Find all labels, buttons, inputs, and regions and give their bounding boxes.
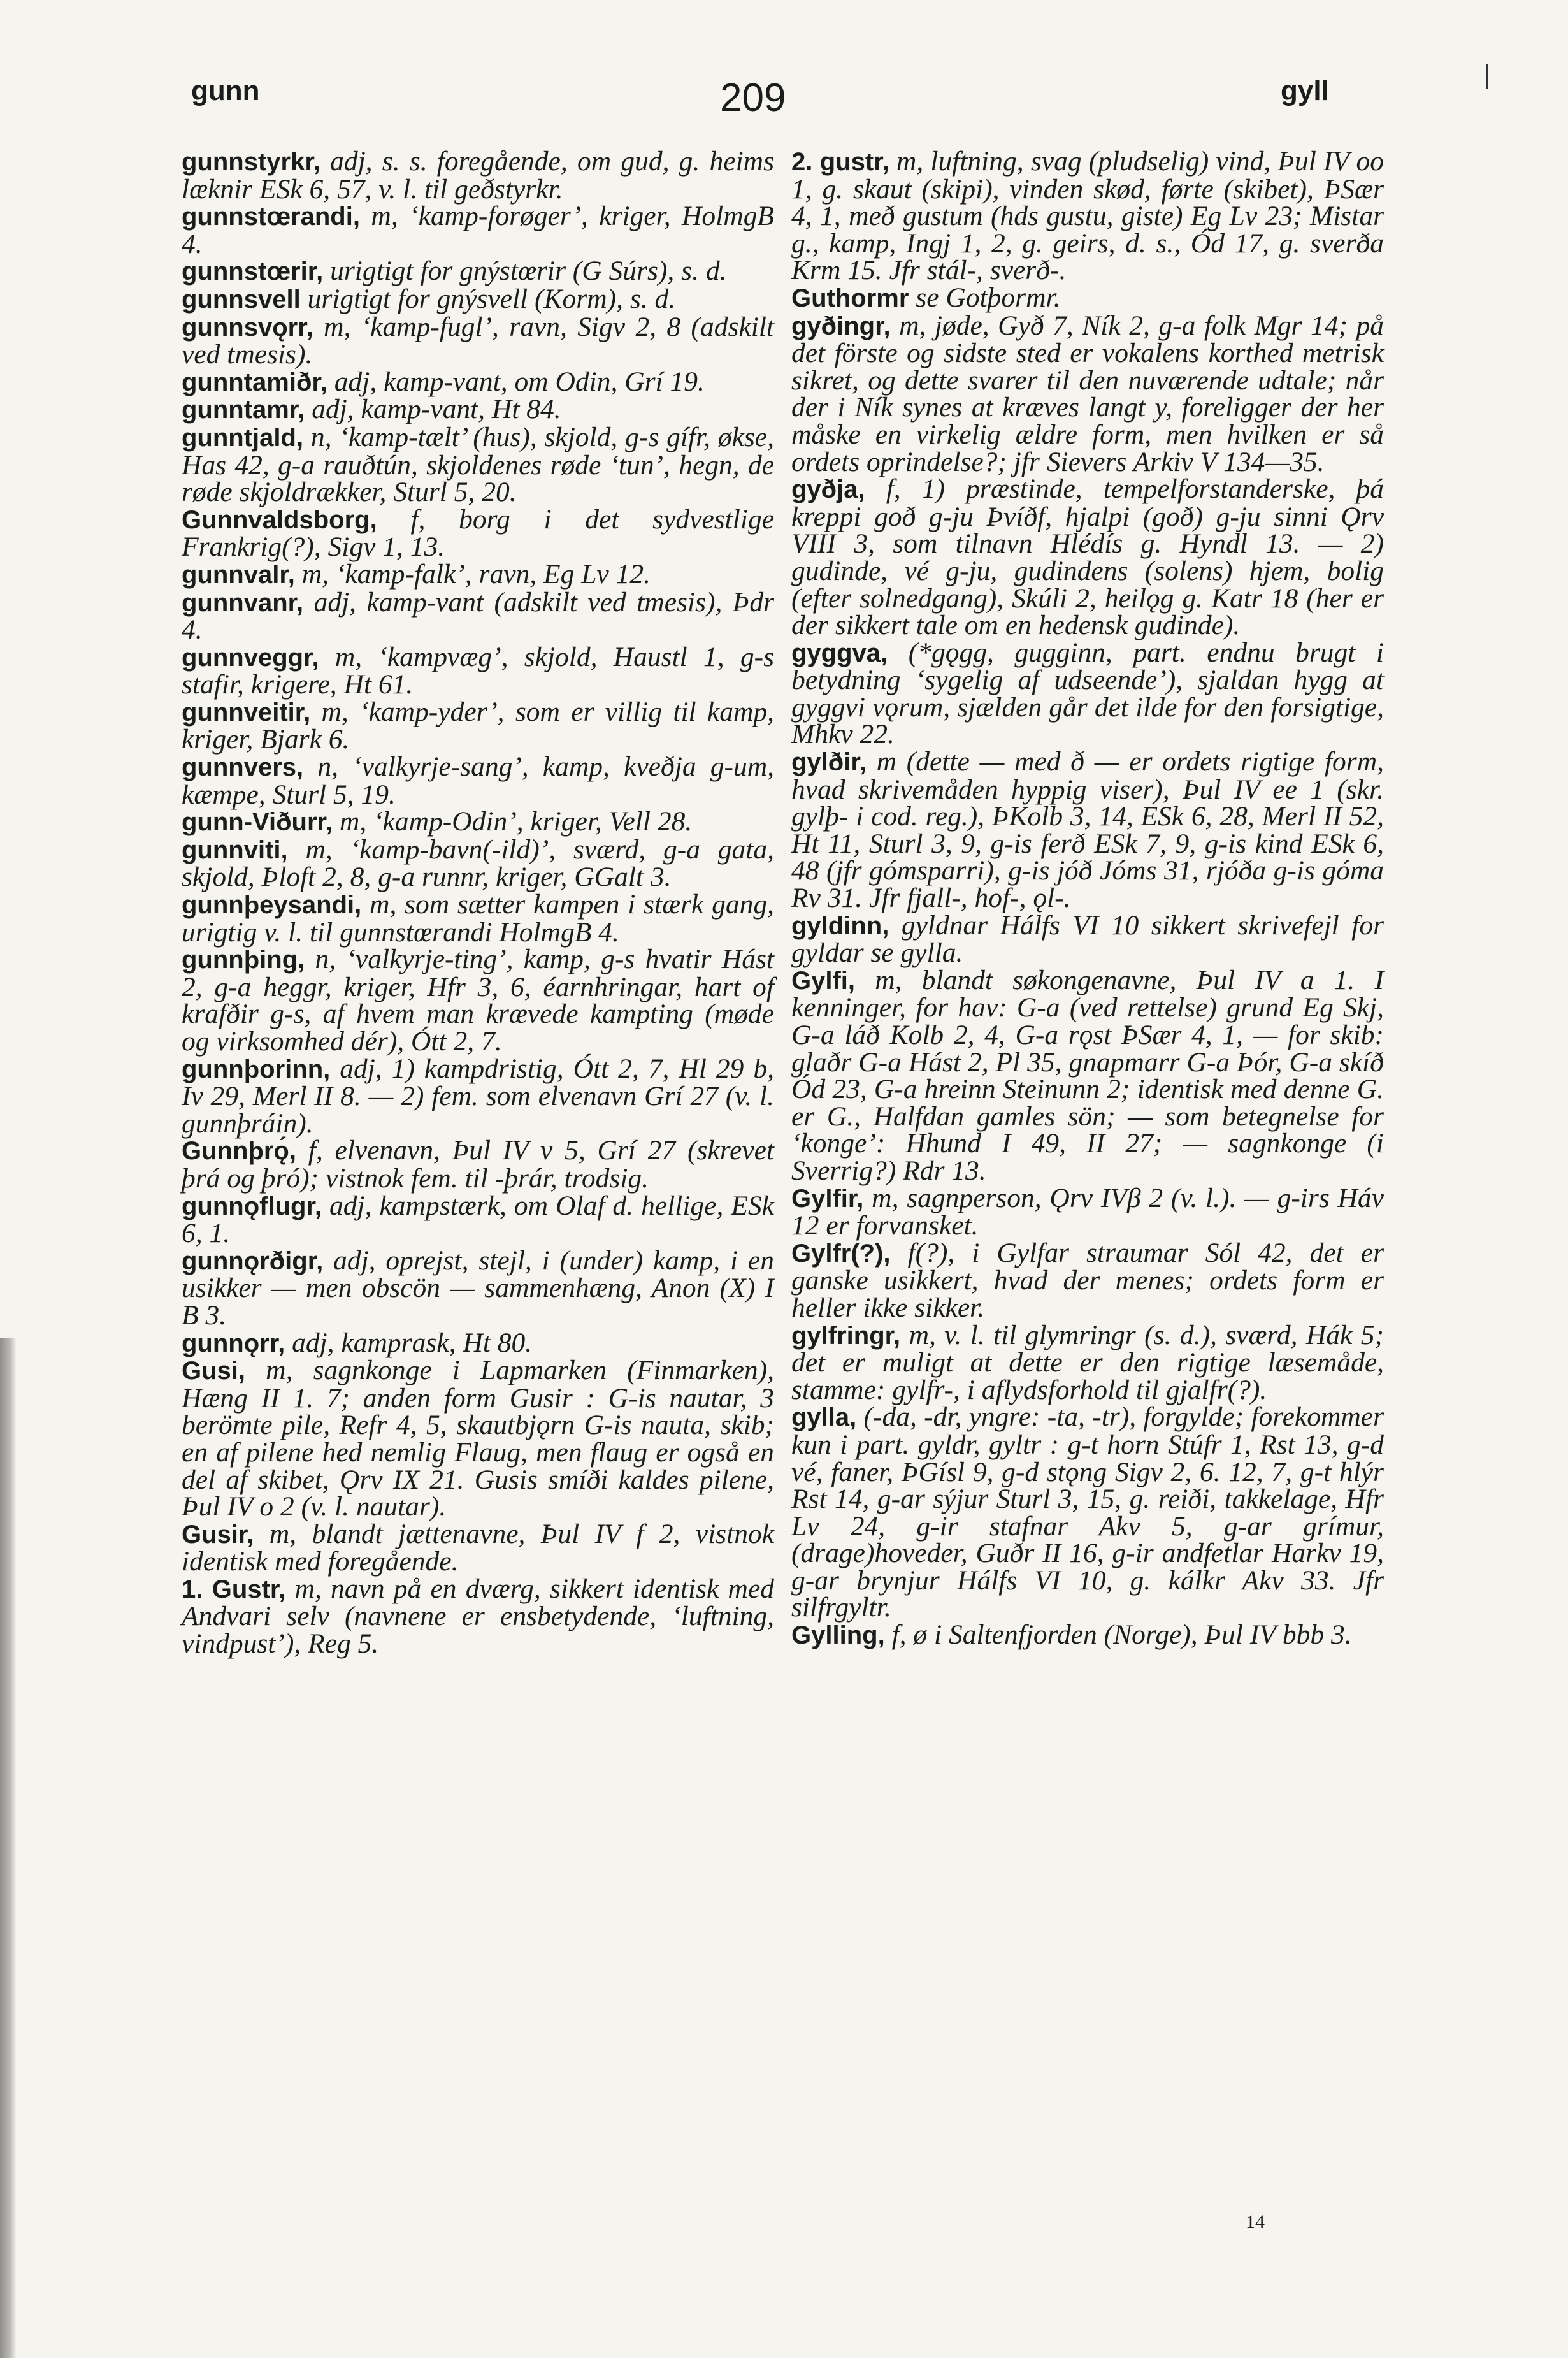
dictionary-entry — [182, 641, 774, 700]
dictionary-entry — [791, 148, 1384, 284]
dictionary-entry — [182, 368, 774, 396]
entry-headword: gunnviti, — [182, 835, 288, 864]
entry-headword: gunnstyrkr, — [182, 148, 320, 176]
entry-definition: n, ‘valkyrje-sang’, kamp, kveðja g-um, kæmpe, Sturl 5, 19. — [182, 751, 774, 810]
entry-headword: gunn-Viðurr, — [182, 808, 333, 837]
entry-definition: m, blandt jættenavne, Þul IV f 2, vistnok identisk med foregående. — [182, 1518, 774, 1577]
entry-headword: gylla, — [791, 1403, 857, 1432]
entry-definition: m, luftning, svag (pludselig) vind, Þul IV oo 1, g. skaut (skipi), vinden skød, førte (skibet), ÞSær 4, 1, með gustum (hds gustu, giste) Eg Lv 23; Mistar g., kamp, Ingj 1, 2, g. geirs, d. s., Ód 17, g. sverða Krm 15. Jfr stál-, sverð-. — [791, 146, 1384, 286]
entry-headword: Gunnþrǫ́, — [182, 1137, 296, 1166]
entry-headword: gunnveggr, — [182, 643, 319, 672]
entry-definition: adj, 1) kampdristig, Ótt 2, 7, Hl 29 b, Iv 29, Merl II 8. — 2) fem. som elvenavn Grí 27 (v. l. gunnþráin). — [182, 1053, 774, 1139]
entry-definition: n, ‘kamp-tælt’ (hus), skjold, g-s gífr, økse, Has 42, g-a rauðtún, skjoldenes røde ‘tun’, hegn, de røde skjoldrækker, Sturl 5, 20. — [182, 421, 774, 508]
entry-definition: urigtigt for gnýstœrir (G Súrs), s. d. — [330, 256, 727, 287]
dictionary-entry — [182, 257, 774, 286]
entry-headword: gyðingr, — [791, 312, 891, 340]
dictionary-entry — [182, 283, 774, 314]
dictionary-entry — [182, 1055, 774, 1138]
page-number: 209 — [720, 76, 786, 120]
entry-definition: m, ‘kamp-Odin’, kriger, Vell 28. — [339, 806, 693, 837]
entry-definition: adj, oprejst, stejl, i (under) kamp, i en usikker — men obscön — sammenhæng, Anon (X) I B 3. — [182, 1245, 774, 1331]
entry-definition: adj, kampstærk, om Olaf d. hellige, ESk 6, 1. — [182, 1190, 774, 1249]
dictionary-entry — [182, 148, 774, 203]
dictionary-entry — [182, 1247, 774, 1329]
entry-headword: gunnsvǫrr, — [182, 313, 313, 342]
entry-headword: gunnsvell — [182, 285, 301, 314]
dictionary-entry — [182, 698, 774, 753]
entry-headword: gunnvanr, — [182, 588, 304, 617]
entry-definition: se Gotþormr. — [916, 282, 1061, 313]
entry-definition: adj, s. s. foregående, om gud, g. heims læknir ESk 6, 57, v. l. til geðstyrkr. — [182, 146, 774, 205]
entry-headword: Gylfi, — [791, 966, 856, 995]
entry-headword: gunnveitir, — [182, 698, 311, 727]
dictionary-entry — [182, 203, 774, 257]
entry-headword: gunntamr, — [182, 396, 305, 424]
scan-edge-shadow — [0, 1338, 17, 2358]
dictionary-entry — [182, 311, 775, 370]
entry-definition: f, ø i Saltenfjorden (Norge), Þul IV bbb 3. — [891, 1619, 1352, 1651]
entry-definition: m, ‘kamp-fugl’, ravn, Sigv 2, 8 (adskilt ved tmesis). — [182, 311, 775, 370]
entry-definition: (-da, -dr, yngre: -ta, -tr), forgylde; forekommer kun i part. gyldr, gyltr : g-t horn Stúfr 1, Rst 13, g-d vé, faner, ÞGísl 9, g-d stǫng Sigv 2, 6. 12, 7, g-t hlýr Rst 14, g-ar sýjur Sturl 3, 15, g. reiði, takkelage, Hfr Lv 24, g-ir stafnar Akv 5, g-ar grímur, (drage)hoveder, Guðr II 16, g-ir andfetlar Harkv 19, g-ar brynjur Hálfs VI 10, g. kálkr Akv 33. Jfr silfrgyltr. — [791, 1401, 1385, 1623]
entry-definition: urigtigt for gnýsvell (Korm), s. d. — [307, 283, 676, 314]
dictionary-entry — [791, 475, 1384, 639]
left-guide-word: gunn — [191, 75, 260, 106]
dictionary-entry — [182, 503, 774, 563]
entry-headword: gunnǫrr, — [182, 1329, 285, 1357]
dictionary-entry — [182, 1575, 774, 1658]
dictionary-entry — [182, 586, 775, 646]
dictionary-entry — [791, 964, 1384, 1186]
dictionary-entry — [791, 1237, 1384, 1323]
entry-definition: m, sagnkonge i Lapmarken (Finmarken), Hæng II 1. 7; anden form Gusir : G-is nautar, 3 berömte pile, Refr 4, 5, skautbjǫrn G-is nauta, skib; en af pilene hed nemlig Flaug, men flaug er også en del af skibet, Ǫrv IX 21. Gusis smíði kaldes pilene, Þul IV o 2 (v. l. nautar). — [182, 1355, 775, 1523]
entry-headword: gyðja, — [791, 475, 865, 504]
entry-headword: gylfringr, — [791, 1321, 901, 1350]
entry-definition: adj, kamp-vant (adskilt ved tmesis), Þdr 4. — [182, 586, 775, 646]
dictionary-entry — [182, 1192, 774, 1247]
dictionary-entry — [182, 1518, 774, 1577]
entry-definition: m, ‘kamp-forøger’, kriger, HolmgB 4. — [182, 201, 774, 259]
entry-headword: Gunnvaldsborg, — [182, 505, 377, 534]
entry-definition: m, som sætter kampen i stærk gang, urigtig v. l. til gunnstœrandi HolmgB 4. — [182, 889, 774, 948]
left-column — [182, 148, 774, 1658]
entry-definition: adj, kamp-vant, om Odin, Grí 19. — [334, 366, 705, 397]
entry-headword: 2. gustr, — [791, 148, 889, 176]
dictionary-entry — [182, 1357, 774, 1521]
entry-headword: gunntamiðr, — [182, 368, 327, 396]
entry-definition: n, ‘valkyrje-ting’, kamp, g-s hvatir Hást 2, g-a heggr, kriger, Hfr 3, 6, éarnhringar, hart of krafðir g-s, af hvem man krævede kampting (møde og virksomhed dér), Ótt 2, 7. — [182, 944, 774, 1057]
dictionary-entry — [791, 748, 1384, 912]
entry-headword: gunntjald, — [182, 423, 304, 452]
dictionary-entry — [182, 836, 774, 891]
entry-definition: m, jøde, Gyð 7, Ník 2, g-a folk Mgr 14; på det förste og sidste sted er vokalens korthed metrisk sikret, og dette svarer til den nuværende udtale; når der i Ník synes at kræves langt y, foreligger der her måske en virkelig ældre form, men hvilken er så ordets oprindelse?; jfr Sievers Arkiv V 134—35. — [791, 310, 1384, 477]
dictionary-entry — [182, 808, 774, 836]
dictionary-entry — [182, 891, 774, 946]
entry-definition: gyldnar Hálfs VI 10 sikkert skrivefejl for gyldar se gylla. — [791, 909, 1384, 969]
entry-headword: Gylfr(?), — [791, 1239, 891, 1268]
margin-tick — [1486, 64, 1488, 89]
entry-definition: f, borg i det sydvestlige Frankrig(?), Sigv 1, 13. — [182, 503, 774, 563]
dictionary-entry — [182, 1329, 774, 1357]
entry-headword: Gylfir, — [791, 1184, 864, 1213]
dictionary-entry — [182, 396, 774, 424]
entry-headword: gyggva, — [791, 639, 888, 667]
entry-headword: gunnvalr, — [182, 560, 295, 589]
dictionary-entry — [791, 284, 1384, 312]
entry-definition: (*gǫgg, gugginn, part. endnu brugt i betydning ‘sygelig af udseende’), sjaldan hygg at gyggvi vǫrum, sjælden går det ilde for den forsigtige, Mhkv 22. — [791, 637, 1385, 750]
dictionary-entry — [791, 639, 1384, 748]
entry-headword: Gylling, — [791, 1621, 885, 1650]
entry-headword: gunnþing, — [182, 946, 305, 974]
entry-headword: gunnvers, — [182, 753, 304, 782]
dictionary-entry — [182, 1137, 774, 1192]
entry-definition: m, ‘kamp-falk’, ravn, Eg Lv 12. — [301, 558, 651, 590]
entry-headword: gyldinn, — [791, 911, 889, 940]
dictionary-entry — [182, 753, 774, 808]
dictionary-entry — [791, 1319, 1384, 1405]
entry-headword: gylðir, — [791, 748, 867, 777]
dictionary-entry — [182, 558, 774, 590]
entry-definition: f, elvenavn, Þul IV v 5, Grí 27 (skrevet þrá og þró); vistnok fem. til -þrár, trodsig. — [182, 1135, 775, 1194]
right-column — [791, 148, 1384, 1649]
dictionary-entry — [791, 1182, 1384, 1241]
entry-headword: gunnǫrðigr, — [182, 1247, 324, 1275]
entry-definition: m, ‘kampvæg’, skjold, Haustl 1, g-s stafir, krigere, Ht 61. — [182, 641, 774, 700]
entry-definition: m, blandt søkongenavne, Þul IV a 1. I kenninger, for hav: G-a (ved rettelse) grund Eg Skj, G-a láð Kolb 2, 4, G-a rǫst ÞSær 4, 1, — for skib: glaðr G-a Hást 2, Pl 35, gnapmarr G-a Þór, G-a skíð Ód 23, G-a hreinn Steinunn 2; identisk med denne G. er G., Halfdan gamles sön; — som betegnelse for ‘konge’: Hhund I 49, II 27; — sagnkonge (i Sverrig?) Rdr 13. — [791, 964, 1384, 1186]
entry-definition: f, 1) præstinde, tempelforstanderske, þá kreppi goð g-ju Þvíðf, hjalpi (goð) g-ju sinni Ǫrv VIII 3, som tilnavn Hlédís g. Hyndl 13. — 2) gudinde, vé g-ju, gudindens (solens) hjem, bolig (efter solnedgang), Skúli 2, heilǫg g. Katr 18 (her er der sikkert tale om en hedensk gudinde). — [791, 474, 1384, 641]
entry-headword: Gusir, — [182, 1520, 254, 1549]
entry-headword: gunnstœrandi, — [182, 203, 360, 231]
entry-definition: m, navn på en dværg, sikkert identisk med Andvari selv (navnene er ensbetydende, ‘luftning, vindpust’), Reg 5. — [182, 1573, 775, 1660]
entry-definition: f(?), i Gylfar straumar Sól 42, det er ganske usikkert, hvad der menes; ordets form er heller ikke sikker. — [791, 1237, 1384, 1323]
entry-headword: gunnǫflugr, — [182, 1192, 322, 1220]
entry-definition: m, v. l. til glymringr (s. d.), sværd, Hák 5; det er muligt at dette er den rigtige læsemåde, stamme: gylfr-, i aflydsforhold til gjalfr(?). — [791, 1319, 1384, 1405]
entry-definition: adj, kamprask, Ht 80. — [292, 1327, 533, 1358]
dictionary-entry — [182, 421, 774, 508]
dictionary-entry — [791, 312, 1384, 476]
signature-mark: 14 — [1246, 2211, 1265, 2232]
entry-headword: gunnþorinn, — [182, 1055, 331, 1083]
dictionary-entry — [791, 1621, 1384, 1649]
entry-definition: m, ‘kamp-bavn(-ild)’, sværd, g-a gata, skjold, Þloft 2, 8, g-a runnr, kriger, GGalt 3. — [182, 834, 774, 893]
dictionary-entry — [791, 909, 1384, 969]
dictionary-entry — [791, 1403, 1384, 1621]
entry-definition: m, ‘kamp-yder’, som er villig til kamp, kriger, Bjark 6. — [182, 696, 774, 755]
dictionary-entry — [182, 946, 774, 1055]
entry-definition: adj, kamp-vant, Ht 84. — [312, 394, 561, 425]
entry-definition: m, sagnperson, Ǫrv IVβ 2 (v. l.). — g-irs Háv 12 er forvansket. — [791, 1182, 1384, 1241]
entry-headword: 1. Gustr, — [182, 1575, 286, 1603]
entry-headword: gunnþeysandi, — [182, 891, 362, 920]
right-guide-word: gyll — [1281, 75, 1329, 106]
entry-headword: Guthormr — [791, 284, 909, 312]
entry-definition: m (dette — med ð — er ordets rigtige form, hvad skrivemåden hyppig viser), Þul IV ee 1 (skr. gylþ- i cod. reg.), ÞKolb 3, 14, ESk 6, 28, Merl II 52, Ht 11, Sturl 3, 9, g-is ferð ESk 7, 9, g-is kind ESk 6, 48 (jfr gómsparri), g-is jóð Jóms 31, rjóða g-is góma Rv 31. Jfr fjall-, hof-, ǫl-. — [791, 746, 1385, 914]
entry-headword: gunnstœrir, — [182, 257, 324, 286]
entry-headword: Gusi, — [182, 1357, 246, 1385]
